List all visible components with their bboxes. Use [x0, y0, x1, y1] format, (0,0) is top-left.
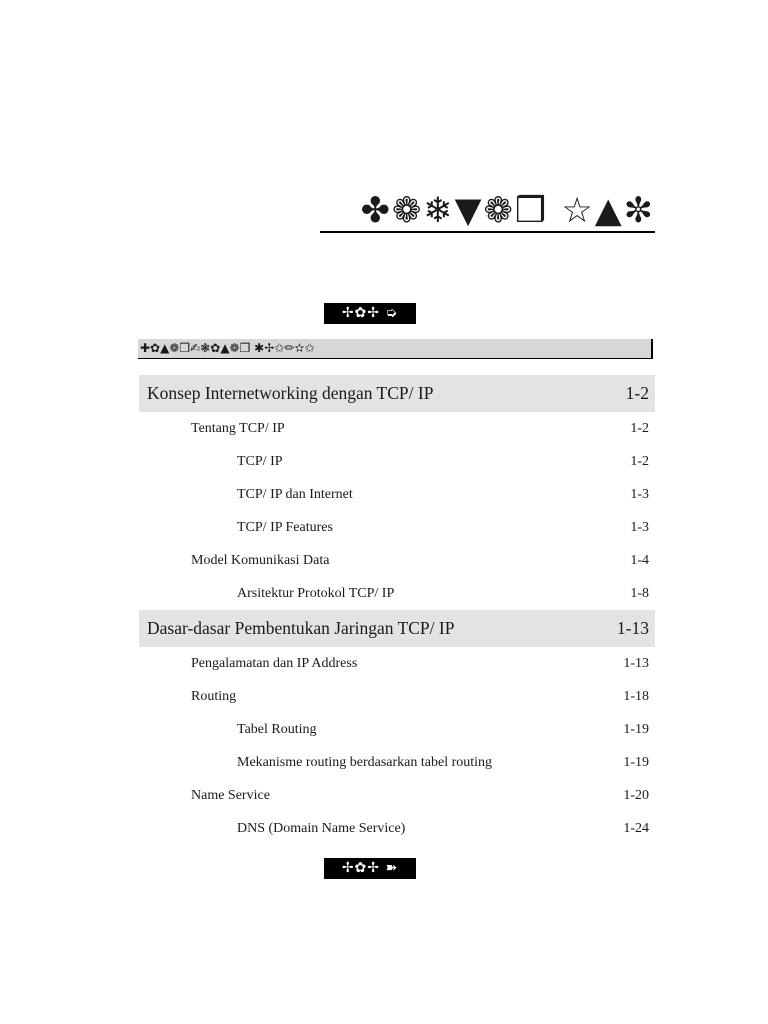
toc-entry-title: TCP/ IP dan Internet — [237, 487, 353, 502]
toc-entry-page: 1-19 — [623, 722, 649, 737]
toc-entry-title: DNS (Domain Name Service) — [237, 821, 406, 836]
toc-entry-tcp-ip[interactable] — [139, 445, 655, 478]
toc-entry-mekanisme-routing[interactable] — [139, 746, 655, 779]
toc-entry-page: 1-13 — [616, 618, 649, 638]
toc-entry-page: 1-2 — [630, 454, 649, 469]
toc-entry-dasar-dasar[interactable] — [139, 610, 655, 647]
toc-entry-title: Name Service — [191, 788, 270, 803]
toc-entry-title: Tentang TCP/ IP — [191, 421, 285, 436]
toc-entry-page: 1-2 — [630, 421, 649, 436]
toc-entry-arsitektur-protokol[interactable] — [139, 577, 655, 610]
toc-entry-tentang-tcp-ip[interactable] — [139, 412, 655, 445]
toc-entry-tcp-ip-features[interactable] — [139, 511, 655, 544]
toc-entry-konsep-internetworking[interactable] — [139, 375, 655, 412]
toc-entry-title: Model Komunikasi Data — [191, 553, 330, 568]
toc-entry-title: Pengalamatan dan IP Address — [191, 656, 358, 671]
toc-entry-title: Dasar-dasar Pembentukan Jaringan TCP/ IP — [147, 618, 455, 638]
toc-entry-routing[interactable] — [139, 680, 655, 713]
chapter-title: ✤❁❄▼❁❒ ☆▲✼ — [360, 191, 655, 231]
toc-entry-page: 1-24 — [623, 821, 649, 836]
toc-entry-title: Mekanisme routing berdasarkan tabel routing — [237, 755, 493, 770]
toc-entry-model-komunikasi[interactable] — [139, 544, 655, 577]
section-header-bar: ✚✿▲❁❒✍❃✿▲❁❒ ✱✢✩✏✫✩ — [138, 339, 653, 359]
toc-entry-tcp-ip-internet[interactable] — [139, 478, 655, 511]
toc-entry-page: 1-4 — [630, 553, 649, 568]
nav-next-button[interactable]: ✢✿✢ ➭ — [324, 303, 416, 324]
toc-entry-pengalamatan[interactable] — [139, 647, 655, 680]
toc-entry-page: 1-18 — [623, 689, 649, 704]
toc-entry-page: 1-20 — [623, 788, 649, 803]
toc-entry-page: 1-19 — [623, 755, 649, 770]
title-underline — [320, 231, 655, 233]
toc-entry-title: TCP/ IP Features — [237, 520, 333, 535]
toc-entry-page: 1-3 — [630, 520, 649, 535]
toc-entry-title: Routing — [191, 689, 237, 704]
toc-entry-title: Konsep Internetworking dengan TCP/ IP — [147, 383, 434, 403]
toc-entry-name-service[interactable] — [139, 779, 655, 812]
toc-entry-page: 1-8 — [630, 586, 649, 601]
toc-entry-title: TCP/ IP — [237, 454, 283, 469]
toc-entry-title: Tabel Routing — [237, 722, 317, 737]
toc-entry-dns[interactable] — [139, 812, 655, 845]
toc-entry-page: 1-3 — [630, 487, 649, 502]
nav-prev-button[interactable]: ✢✿✢ ➽ — [324, 858, 416, 879]
table-of-contents — [139, 375, 655, 845]
toc-entry-page: 1-2 — [625, 383, 649, 403]
toc-entry-page: 1-13 — [623, 656, 649, 671]
toc-entry-title: Arsitektur Protokol TCP/ IP — [237, 586, 395, 601]
toc-entry-tabel-routing[interactable] — [139, 713, 655, 746]
